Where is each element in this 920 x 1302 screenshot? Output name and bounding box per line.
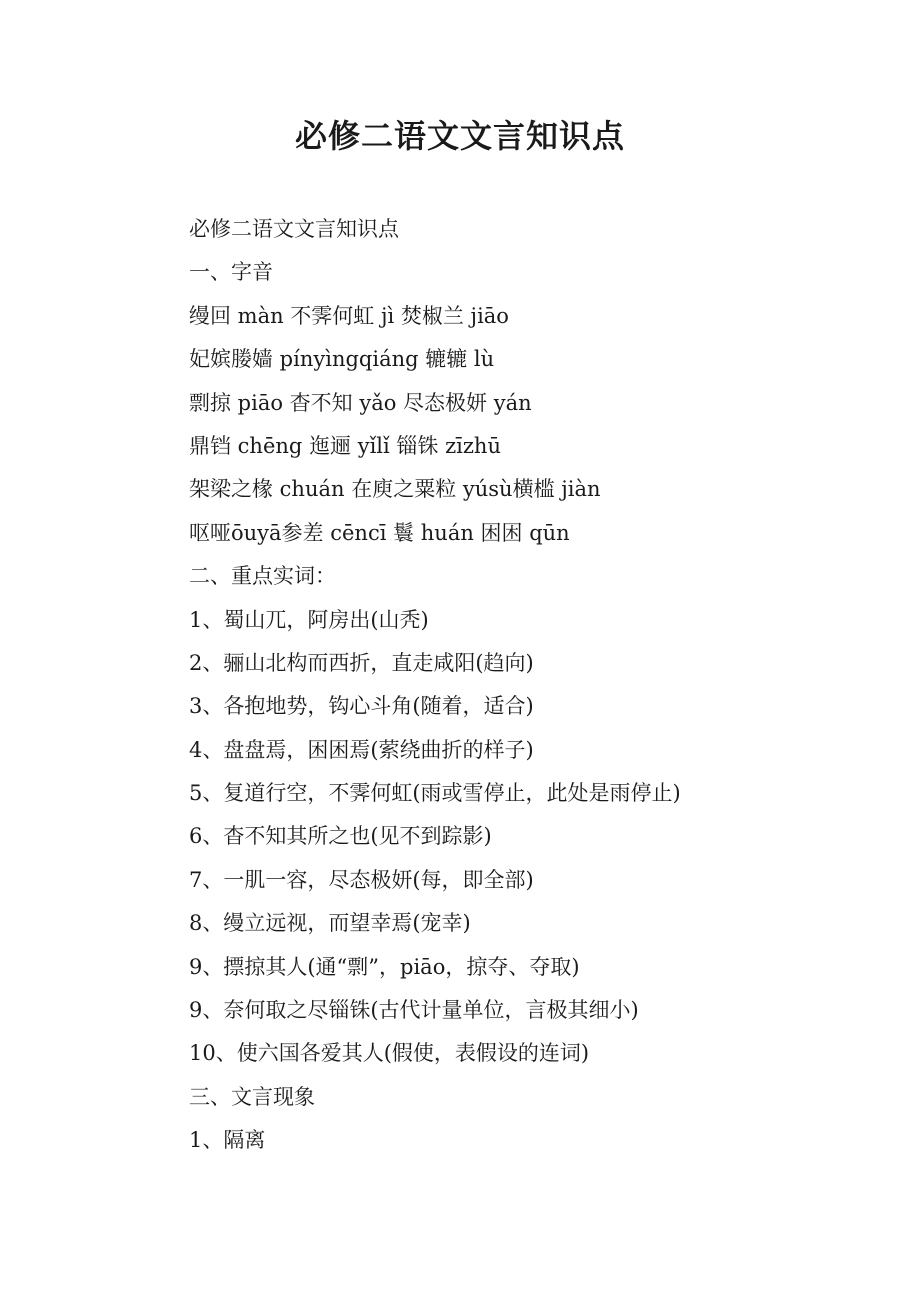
key-word-item: 8、缦立远视，而望幸焉(宠幸) — [189, 911, 471, 936]
pronunciation-line: 缦回 màn 不霁何虹 jì 焚椒兰 jiāo — [189, 303, 509, 328]
key-word-item: 3、各抱地势，钩心斗角(随着，适合) — [189, 694, 534, 719]
key-word-item: 5、复道行空，不霁何虹(雨或雪停止，此处是雨停止) — [189, 781, 681, 806]
key-word-item: 1、蜀山兀，阿房出(山秃) — [189, 607, 429, 632]
pronunciation-line: 妃嫔媵嫱 pínyìngqiáng 辘辘 lù — [189, 347, 495, 372]
section-heading-key-words: 二、重点实词： — [189, 564, 336, 589]
pronunciation-line: 呕哑ōuyā参差 cēncī 鬟 huán 困困 qūn — [189, 520, 570, 545]
key-word-item: 7、一肌一容，尽态极妍(每，即全部) — [189, 867, 534, 892]
key-word-item: 2、骊山北构而西折，直走咸阳(趋向) — [189, 650, 534, 675]
key-word-item: 9、奈何取之尽锱铢(古代计量单位，言极其细小) — [189, 998, 639, 1023]
key-word-item: 4、盘盘焉，困困焉(萦绕曲折的样子) — [189, 737, 534, 762]
document-body — [189, 208, 889, 1163]
subtitle-line: 必修二语文文言知识点 — [189, 217, 399, 241]
section-heading-phenomena: 三、文言现象 — [189, 1084, 315, 1109]
section-heading-pronunciation: 一、字音 — [189, 260, 273, 285]
key-word-item: 6、杳不知其所之也(见不到踪影) — [189, 824, 492, 849]
pronunciation-line: 架梁之椽 chuán 在庾之粟粒 yúsù横槛 jiàn — [189, 477, 601, 502]
key-word-item: 10、使六国各爱其人(假使，表假设的连词) — [189, 1041, 590, 1066]
pronunciation-line: 鼎铛 chēng 迤逦 yǐlǐ 锱铢 zīzhū — [189, 433, 501, 458]
page-title: 必修二语文文言知识点 — [294, 117, 625, 155]
pronunciation-line: 剽掠 piāo 杳不知 yǎo 尽态极妍 yán — [189, 390, 532, 415]
key-word-item: 9、摽掠其人(通“剽”，piāo，掠夺、夺取) — [189, 954, 580, 979]
phenomena-item: 1、隔离 — [189, 1128, 266, 1153]
